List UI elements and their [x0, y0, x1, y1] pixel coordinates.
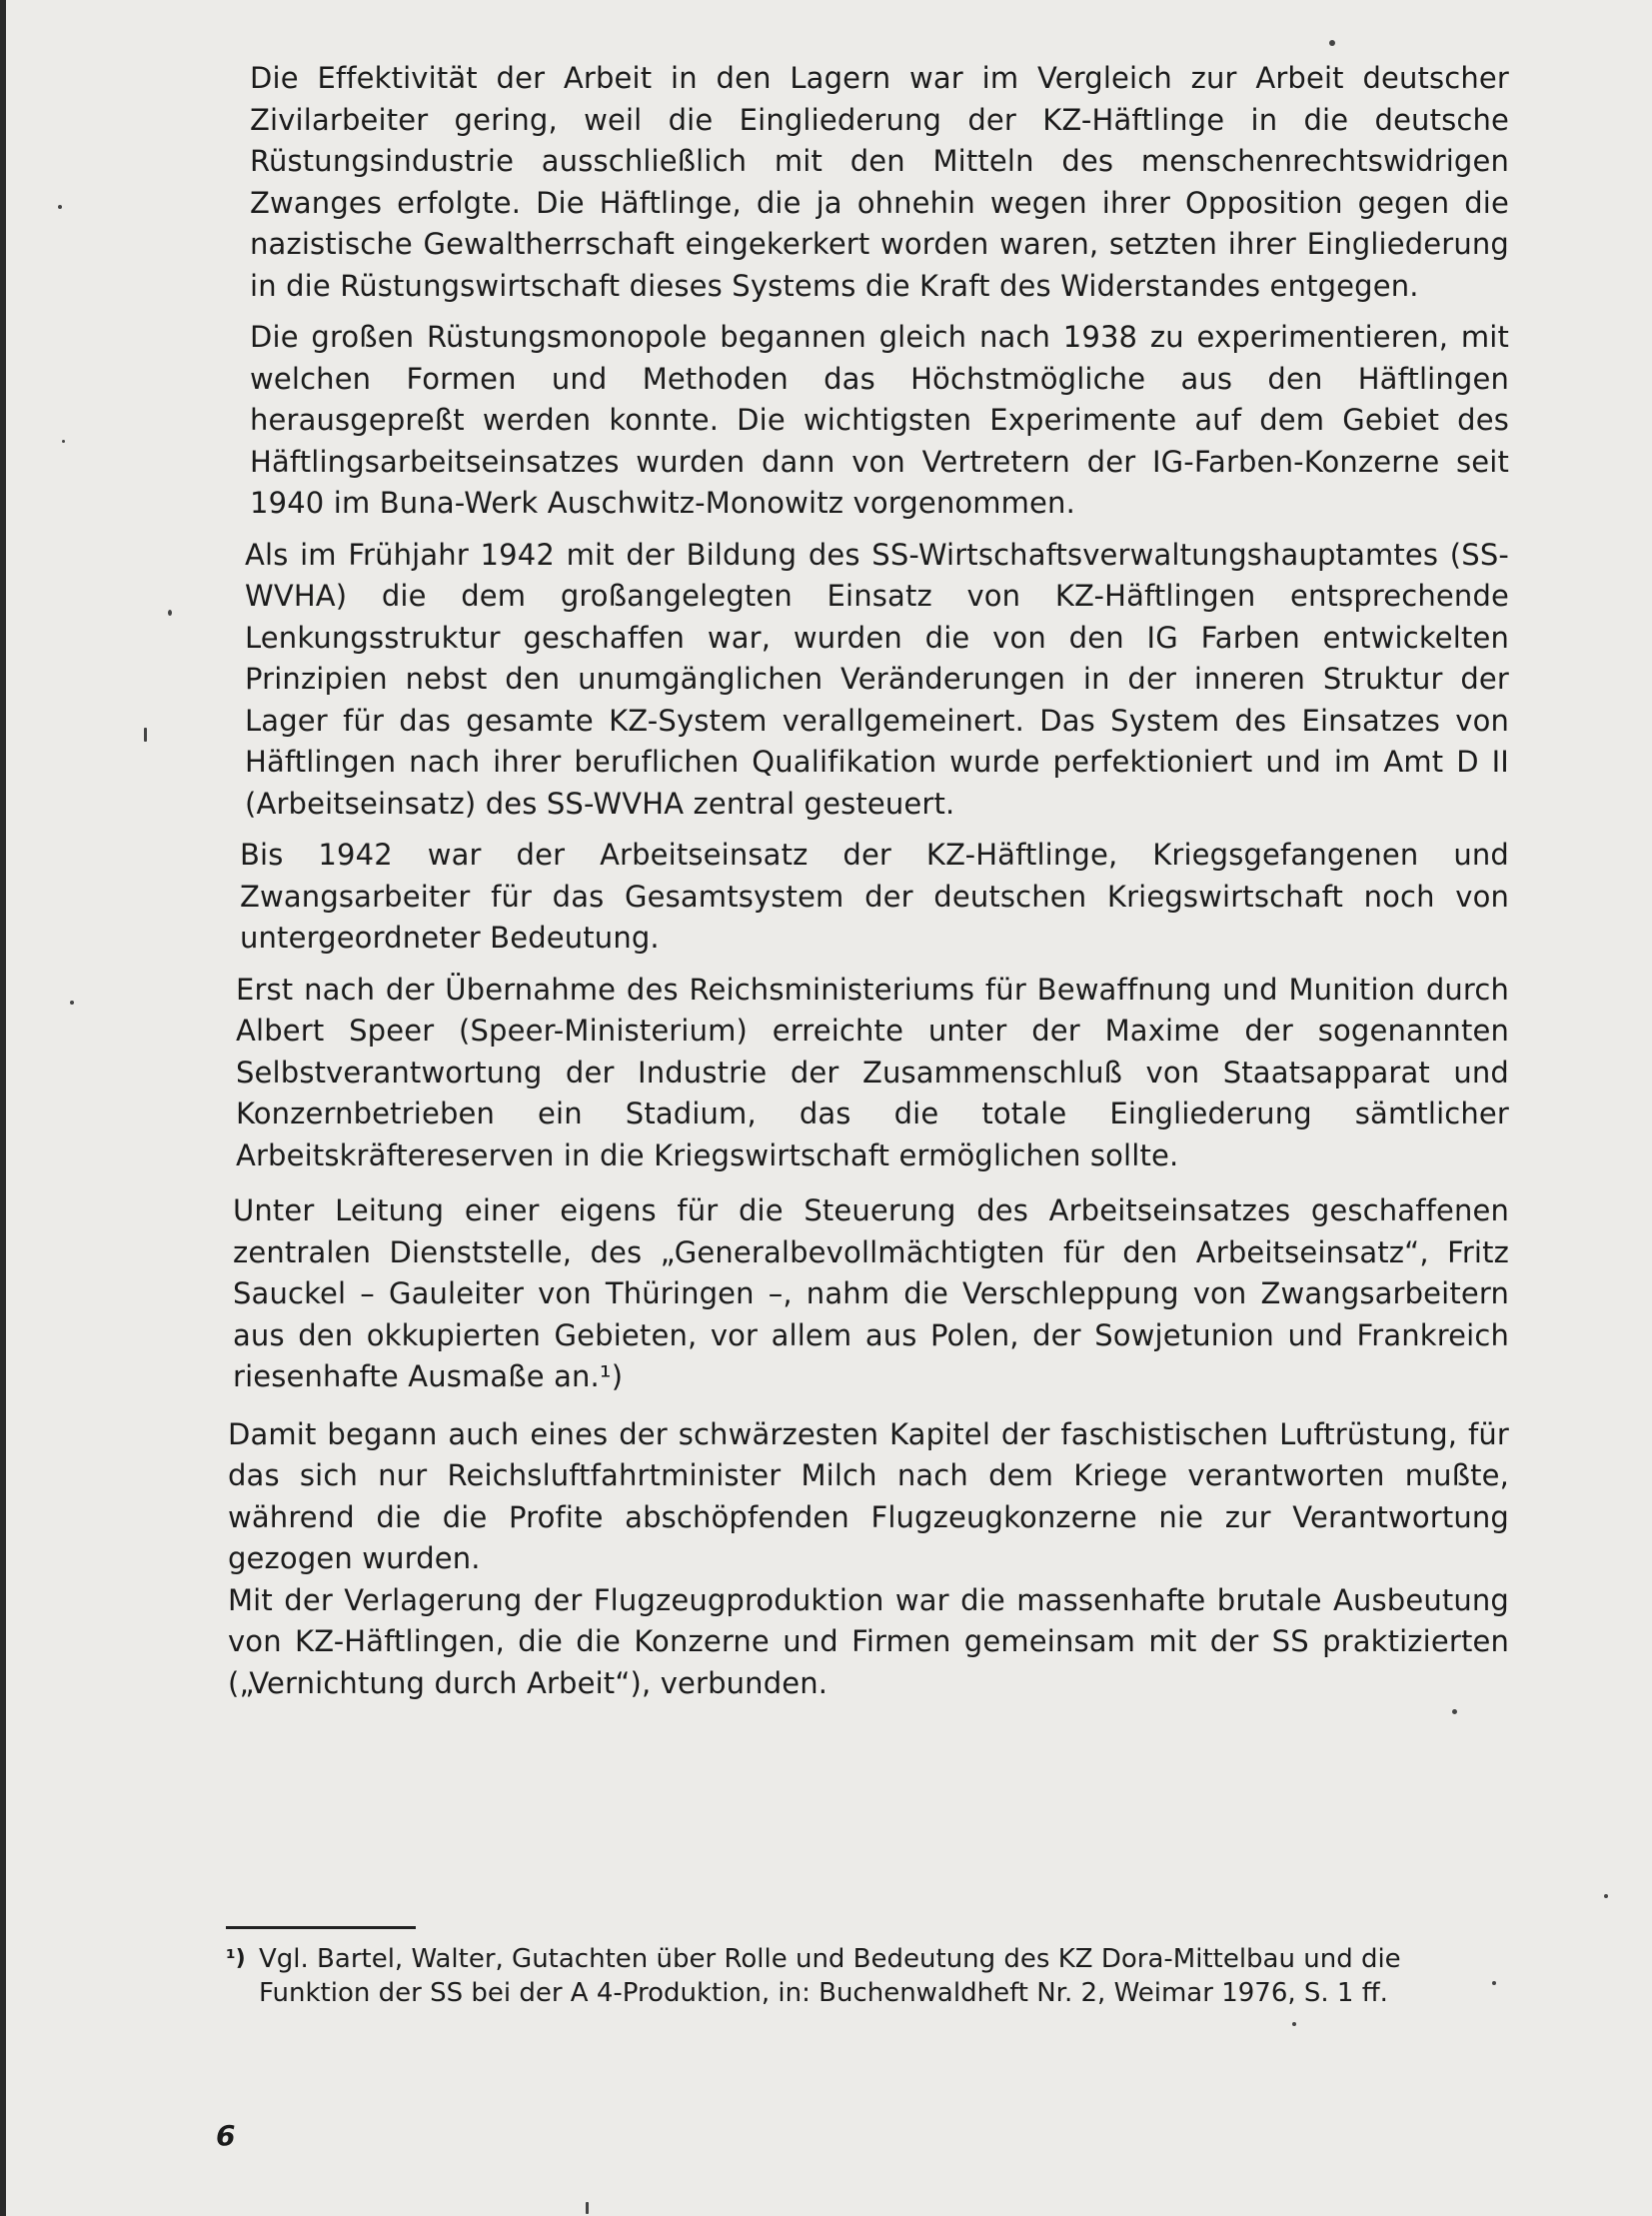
page-number: 6 — [216, 2119, 236, 2152]
scan-left-edge — [0, 0, 6, 2216]
paragraph: Mit der Verlagerung der Flugzeugproduktion war die massenhafte brutale Ausbeutung von KZ-Häftlingen, die die Konzerne und Firmen gemeinsam mit der SS praktizierten („Vernichtung durch Arbeit“), verbunden. — [228, 1582, 1509, 1700]
footnote-marker: ¹) — [226, 1946, 246, 1971]
footnote-text: Vgl. Bartel, Walter, Gutachten über Rolle und Bedeutung des KZ Dora-Mittelbau und die Funktion der SS bei der A 4-Produktion, in: Buchenwaldheft Nr. 2, Weimar 1976, S. 1 ff. — [259, 1944, 1401, 2008]
paragraph: Erst nach der Übernahme des Reichsministeriums für Bewaffnung und Munition durch Albert Speer (Speer-Ministerium) erreichte unter der Maxime der sogenannten Selbstverantwortung der Industrie der Zusammenschluß von Staatsapparat und Konzernbetrieben ein Stadium, das die totale Eingliederung sämtlicher Arbeitskräftereserven in die Kriegswirtschaft ermöglichen sollte. — [236, 972, 1509, 1172]
paragraph: Die Effektivität der Arbeit in den Lagern war im Vergleich zur Arbeit deutscher Zivilarbeiter gering, weil die Eingliederung der KZ-Häftlinge in die deutsche Rüstungsindustrie ausschließlich mit den Mitteln des menschenrechtswidrigen Zwanges erfolgte. Die Häftlinge, die ja ohnehin wegen ihrer Opposition gegen die nazistische Gewaltherrschaft eingekerkert worden waren, setzten ihrer Eingliederung in die Rüstungswirtschaft dieses Systems die Kraft des Widerstandes entgegen. — [250, 61, 1509, 303]
body-text — [228, 58, 1509, 1714]
paragraph: Die großen Rüstungsmonopole begannen gleich nach 1938 zu experimentieren, mit welchen Formen und Methoden das Höchstmögliche aus den Häftlingen herausgepreßt werden konnte. Die wichtigsten Experimente auf dem Gebiet des Häftlingsarbeitseinsatzes wurden dann von Vertretern der IG-Farben-Konzerne seit 1940 im Buna-Werk Auschwitz-Monowitz vorgenommen. — [250, 320, 1509, 520]
paragraph: Als im Frühjahr 1942 mit der Bildung des SS-Wirtschaftsverwaltungshauptamtes (SS-WVHA) die dem großangelegten Einsatz von KZ-Häftlingen entsprechende Lenkungsstruktur geschaffen war, wurden die von den IG Farben entwickelten Prinzipien nebst den unumgänglichen Veränderungen in der inneren Struktur der Lager für das gesamte KZ-System verallgemeinert. Das System des Einsatzes von Häftlingen nach ihrer beruflichen Qualifikation wurde perfektioniert und im Amt D II (Arbeitseinsatz) des SS-WVHA zentral gesteuert. — [245, 537, 1509, 821]
paragraph: Damit begann auch eines der schwärzesten Kapitel der faschistischen Luftrüstung, für das sich nur Reichsluftfahrtminister Milch nach dem Kriege verantworten mußte, während die die Profite abschöpfenden Flugzeugkonzerne nie zur Verantwortung gezogen wurden. — [228, 1416, 1509, 1575]
footnote-separator — [226, 1926, 416, 1929]
paragraph: Bis 1942 war der Arbeitseinsatz der KZ-Häftlinge, Kriegsgefangenen und Zwangsarbeiter für das Gesamtsystem der deutschen Kriegswirtschaft noch von untergeordneter Bedeutung. — [240, 838, 1509, 955]
footnote — [226, 1942, 1465, 2010]
paragraph: Unter Leitung einer eigens für die Steuerung des Arbeitseinsatzes geschaffenen zentralen Dienststelle, des „Generalbevollmächtigten für den Arbeitseinsatz“, Fritz Sauckel – Gauleiter von Thüringen –, nahm die Verschleppung von Zwangsarbeitern aus den okkupierten Gebieten, vor allem aus Polen, der Sowjetunion und Frankreich riesenhafte Ausmaße an.¹) — [233, 1193, 1509, 1393]
